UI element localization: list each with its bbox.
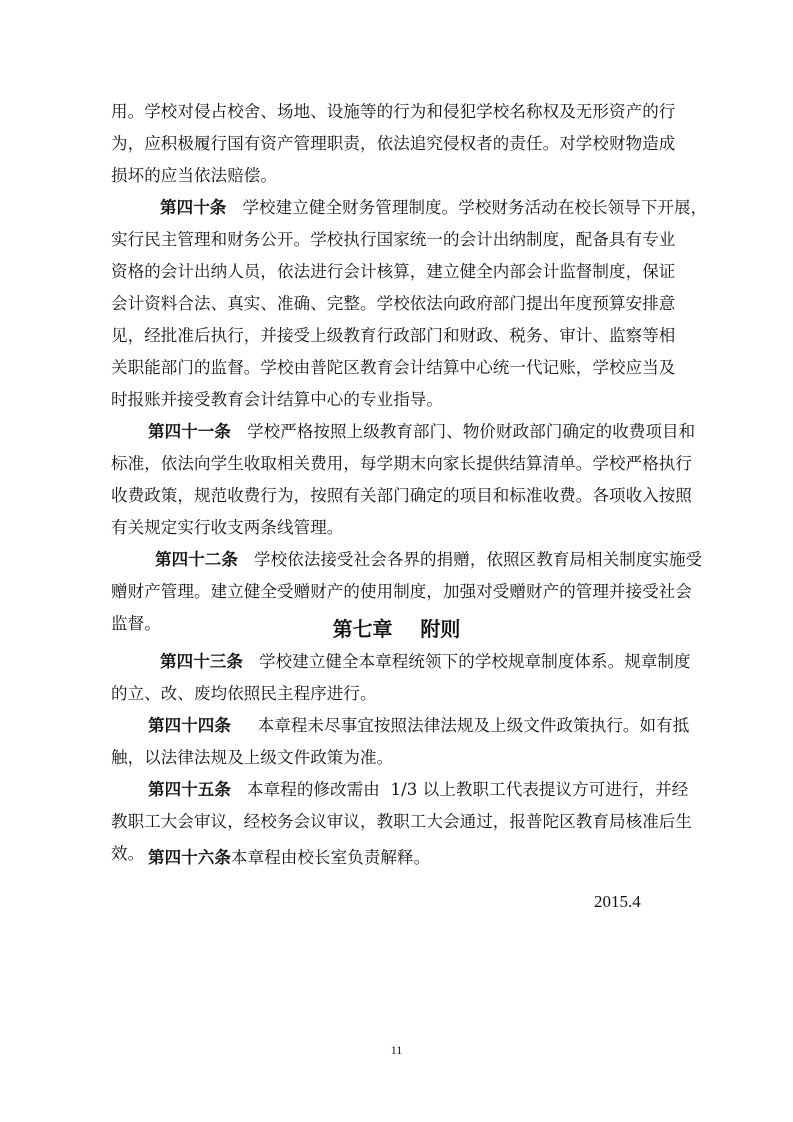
article-43-line-2: 的立、改、废均依照民主程序进行。 — [111, 684, 377, 703]
article-41-line-1 — [148, 422, 738, 442]
article-40-text: 学校建立健全财务管理制度。学校财务活动在校长领导下开展， — [226, 198, 708, 217]
article-44-text: 本章程未尽事宜按照法律法规及上级文件政策执行。如有抵 — [231, 716, 690, 735]
article-42-heading: 第四十二条 — [155, 550, 238, 569]
article-40-line-2: 实行民主管理和财务公开。学校执行国家统一的会计出纳制度，配备具有专业 — [111, 230, 676, 249]
page-number: 11 — [390, 1043, 403, 1057]
article-43-line-1 — [160, 652, 750, 672]
article-42-line-3: 监督。 — [111, 614, 161, 633]
article-41-line-4: 有关规定实行收支两条线管理。 — [111, 518, 344, 537]
article-43-text: 学校建立健全本章程统领下的学校规章制度体系。规章制度 — [243, 652, 691, 671]
article-39-line-1: 用。学校对侵占校舍、场地、设施等的行为和侵犯学校名称权及无形资产的行 — [111, 102, 676, 121]
article-41-line-2: 标准，依法向学生收取相关费用，每学期末向家长提供结算清单。学校严格执行 — [111, 454, 692, 473]
article-39-line-2: 为，应积极履行国有资产管理职责，依法追究侵权者的责任。对学校财物造成 — [111, 134, 676, 153]
article-45-heading: 第四十五条 — [148, 780, 231, 799]
article-40-line-3: 资格的会计出纳人员，依法进行会计核算，建立健全内部会计监督制度，保证 — [111, 262, 676, 281]
article-40-line-6: 关职能部门的监督。学校由普陀区教育会计结算中心统一代记账，学校应当及 — [111, 358, 676, 377]
article-46-line — [148, 848, 738, 868]
article-45-line-3: 效。 — [111, 844, 145, 863]
article-44-line-2: 触，以法律法规及上级文件政策为准。 — [111, 748, 394, 767]
article-40-heading: 第四十条 — [160, 198, 227, 217]
article-46-text: 本章程由校长室负责解释。 — [231, 848, 431, 867]
article-41-line-3: 收费政策，规范收费行为，按照有关部门确定的项目和标准收费。各项收入按照 — [111, 486, 692, 505]
article-45-text: 本章程的修改需由 1/3 以上教职工代表提议方可进行，并经 — [231, 780, 689, 799]
article-44-line-1 — [148, 716, 738, 736]
article-40-line-1 — [160, 198, 750, 218]
article-41-heading: 第四十一条 — [148, 422, 231, 441]
article-46-heading: 第四十六条 — [148, 848, 231, 867]
article-43-heading: 第四十三条 — [160, 652, 243, 671]
article-45-line-1 — [148, 780, 738, 800]
article-45-line-2: 教职工大会审议，经校务会议审议，教职工大会通过，报普陀区教育局核准后生 — [111, 812, 692, 831]
article-42-line-1 — [155, 550, 745, 570]
chapter-title: 第七章 附则 — [332, 617, 461, 641]
article-42-text: 学校依法接受社会各界的捐赠，依照区教育局相关制度实施受 — [238, 550, 703, 569]
article-41-text: 学校严格按照上级教育部门、物价财政部门确定的收费项目和 — [231, 422, 696, 441]
article-42-line-2: 赠财产管理。建立健全受赠财产的使用制度，加强对受赠财产的管理并接受社会 — [111, 582, 692, 601]
article-40-line-4: 会计资料合法、真实、准确、完整。学校依法向政府部门提出年度预算安排意 — [111, 294, 676, 313]
document-date: 2015.4 — [594, 892, 641, 911]
article-40-line-7: 时报账并接受教育会计结算中心的专业指导。 — [111, 390, 443, 409]
article-39-line-3: 损坏的应当依法赔偿。 — [111, 166, 277, 185]
article-40-line-5: 见，经批准后执行，并接受上级教育行政部门和财政、税务、审计、监察等相 — [111, 326, 676, 345]
article-44-heading: 第四十四条 — [148, 716, 231, 735]
